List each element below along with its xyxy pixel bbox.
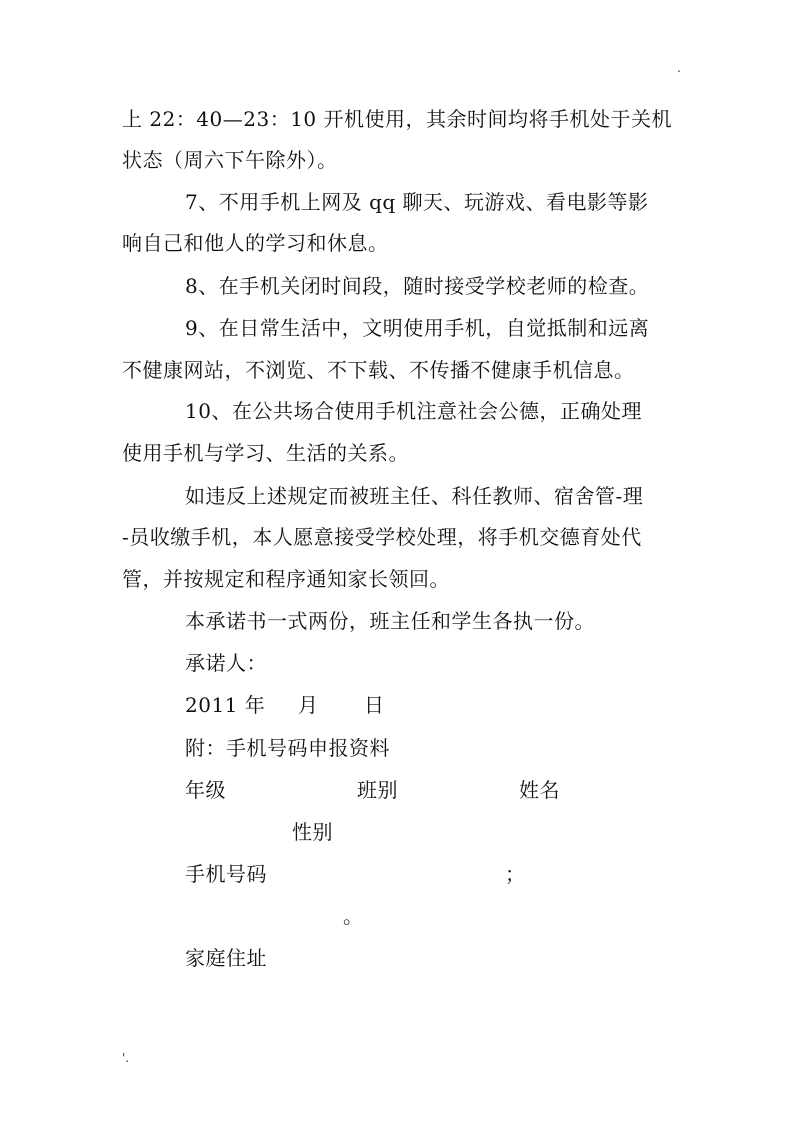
rule-9-line-1: 9、在日常生活中，文明使用手机，自觉抵制和远离 — [185, 316, 650, 340]
body-line-2: 状态（周六下午除外）。 — [122, 148, 338, 172]
promisor-label: 承诺人： — [185, 651, 267, 675]
phone-end-mark: 。 — [343, 904, 364, 928]
phone-label: 手机号码 — [185, 862, 267, 886]
rule-7-line-2: 响自己和他人的学习和休息。 — [122, 231, 389, 255]
address-label: 家庭住址 — [185, 946, 267, 970]
date-year: 2011 年 — [185, 693, 266, 717]
corner-mark-top: . — [677, 61, 681, 75]
appendix-title: 附：手机号码申报资料 — [185, 736, 390, 760]
rule-8: 8、在手机关闭时间段，随时接受学校老师的检查。 — [185, 274, 650, 298]
violation-line-2: -员收缴手机，本人愿意接受学校处理，将手机交德育处代 — [122, 525, 642, 549]
copies-note: 本承诺书一式两份，班主任和学生各执一份。 — [185, 609, 595, 633]
corner-mark-bottom: '. — [122, 1051, 130, 1065]
class-label: 班别 — [357, 778, 398, 802]
violation-line-3: 管，并按规定和程序通知家长领回。 — [122, 567, 450, 591]
violation-line-1: 如违反上述规定而被班主任、科任教师、宿舍管-理 — [185, 484, 644, 508]
body-line-1: 上 22：40—23：10 开机使用，其余时间均将手机处于关机 — [122, 107, 673, 131]
rule-9-line-2: 不健康网站，不浏览、不下载、不传播不健康手机信息。 — [122, 358, 635, 382]
grade-label: 年级 — [185, 778, 226, 802]
gender-label: 性别 — [292, 820, 333, 844]
rule-10-line-1: 10、在公共场合使用手机注意社会公德，正确处理 — [185, 399, 642, 423]
date-month: 月 — [298, 693, 319, 717]
phone-separator: ； — [505, 862, 526, 886]
date-day: 日 — [364, 693, 385, 717]
rule-10-line-2: 使用手机与学习、生活的关系。 — [122, 441, 409, 465]
rule-7-line-1: 7、不用手机上网及 qq 聊天、玩游戏、看电影等影 — [185, 190, 649, 214]
name-label: 姓名 — [519, 778, 560, 802]
